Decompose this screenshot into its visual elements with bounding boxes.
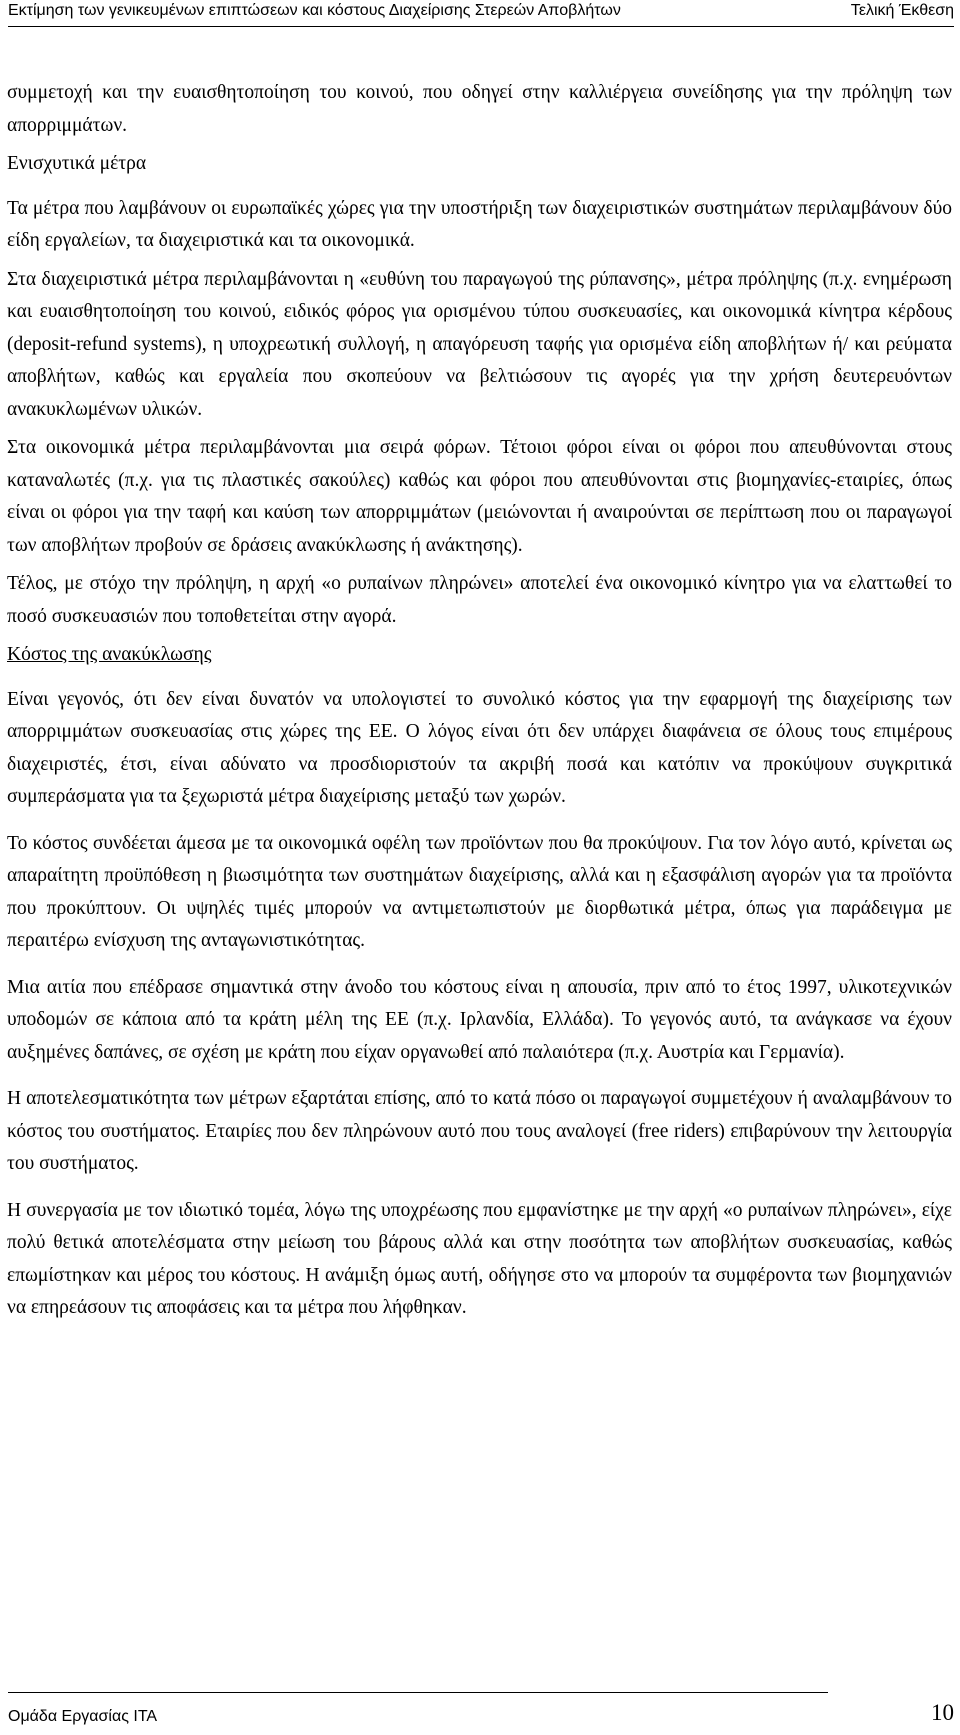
paragraph: Η αποτελεσματικότητα των μέτρων εξαρτάται επίσης, από το κατά πόσο οι παραγωγοί συμμετέχουν ή αναλαμβάνουν το κόστος του συστήματος. Εταιρίες που δεν πληρώνουν αυτό που τους αναλογεί (free riders) επιβαρύνουν την λειτουργία του συστήματος. bbox=[7, 1088, 952, 1174]
page-header bbox=[8, 0, 954, 27]
team-name: Ομάδα Εργασίας ΙΤΑ bbox=[8, 1708, 158, 1725]
paragraph: Τα μέτρα που λαμβάνουν οι ευρωπαϊκές χώρες για την υποστήριξη των διαχειριστικών συστημάτων περιλαμβάνουν δύο είδη εργαλείων, τα διαχειριστικά και τα οικονομικά. bbox=[7, 197, 952, 251]
footer-divider bbox=[8, 1692, 828, 1693]
section-heading-reinforcing-measures: Ενισχυτικά μέτρα bbox=[7, 153, 147, 174]
paragraph: Στα διαχειριστικά μέτρα περιλαμβάνονται η «ευθύνη του παραγωγού της ρύπανσης», μέτρα πρόληψης (π.χ. ενημέρωση και ευαισθητοποίηση του κοινού, ειδικός φόρος για ορισμένου τύπου συσκευασίες, και οικονομικά κίνητρα κέρδους (deposit-refund systems), η υποχρεωτική συλλογή, η απαγόρευση ταφής για ορισμένα είδη αποβλήτων ή/ και ρεύματα αποβλήτων, καθώς και εργαλεία που σκοπεύουν να βελτιώσουν τις αγορές για την χρήση δευτερευόντων ανακυκλωμένων υλικών. bbox=[7, 268, 952, 420]
page-number: 10 bbox=[931, 1700, 954, 1725]
page-body bbox=[7, 77, 952, 1339]
page-footer bbox=[8, 1692, 954, 1732]
report-title: Εκτίμηση των γενικευμένων επιπτώσεων και κόστους Διαχείρισης Στερεών Αποβλήτων bbox=[8, 2, 621, 19]
paragraph: Στα οικονομικά μέτρα περιλαμβάνονται μια σειρά φόρων. Τέτοιοι φόροι είναι οι φόροι που απευθύνονται στους καταναλωτές (π.χ. για τις πλαστικές σακούλες) καθώς και φόροι που απευθύνονται στις βιομηχανίες-εταιρίες, όπως είναι οι φόροι για την ταφή και καύση των απορριμμάτων (μειώνονται ή αναιρούνται σε περίπτωση που οι παραγωγοί των αποβλήτων προβούν σε δράσεις ανακύκλωσης ή ανάκτησης). bbox=[7, 437, 952, 556]
paragraph: Είναι γεγονός, ότι δεν είναι δυνατόν να υπολογιστεί το συνολικό κόστος για την εφαρμογή της διαχείρισης των απορριμμάτων συσκευασίας στις χώρες της ΕΕ. Ο λόγος είναι ότι δεν υπάρχει διαφάνεια σε όλους τους επιμέρους διαχειριστές, έτσι, είναι αδύνατο να προσδιοριστούν τα ακριβή ποσά και κατόπιν να προκύψουν συγκριτικά συμπεράσματα για τα ξεχωριστά μέτρα διαχείρισης μεταξύ των χωρών. bbox=[7, 688, 952, 807]
paragraph: Μια αιτία που επέδρασε σημαντικά στην άνοδο του κόστους είναι η απουσία, πριν από το έτος 1997, υλικοτεχνικών υποδομών σε κάποια από τα κράτη μέλη της ΕΕ (π.χ. Ιρλανδία, Ελλάδα). Το γεγονός αυτό, τα ανάγκασε να έχουν αυξημένες δαπάνες, σε σχέση με κράτη που είχαν οργανωθεί από παλαιότερα (π.χ. Αυστρία και Γερμανία). bbox=[7, 976, 952, 1063]
paragraph: Η συνεργασία με τον ιδιωτικό τομέα, λόγω της υποχρέωσης που εμφανίστηκε με την αρχή «ο ρυπαίνων πληρώνει», είχε πολύ θετικά αποτελέσματα στην μείωση του βάρους αλλά και στην ποσότητα των αποβλήτων συσκευασίας, καθώς επωμίστηκαν και μέρος του κόστους. Η ανάμιξη όμως αυτή, οδήγησε στο να μπορούν τα συμφέροντα των βιομηχανιών να επηρεάσουν τις αποφάσεις και τα μέτρα που λήφθηκαν. bbox=[7, 1199, 952, 1318]
section-heading-recycling-cost: Κόστος της ανακύκλωσης bbox=[7, 644, 212, 665]
paragraph: Τέλος, με στόχο την πρόληψη, η αρχή «ο ρυπαίνων πληρώνει» αποτελεί ένα οικονομικό κίνητρο για να ελαττωθεί το ποσό συσκευασιών που τοποθετείται στην αγορά. bbox=[7, 573, 952, 627]
report-type: Τελική Έκθεση bbox=[850, 2, 954, 19]
paragraph: Το κόστος συνδέεται άμεσα με τα οικονομικά οφέλη των προϊόντων που θα προκύψουν. Για τον λόγο αυτό, κρίνεται ως απαραίτητη προϋπόθεση η βιωσιμότητα των συστημάτων διαχείρισης, αλλά και η εξασφάλιση αγορών για τα προϊόντα που προκύπτουν. Οι υψηλές τιμές μπορούν να αντιμετωπιστούν με διορθωτικά μέτρα, όπως για παράδειγμα με περαιτέρω ενίσχυση της ανταγωνιστικότητας. bbox=[7, 832, 952, 951]
paragraph: συμμετοχή και την ευαισθητοποίηση του κοινού, που οδηγεί στην καλλιέργεια συνείδησης για την πρόληψη των απορριμμάτων. bbox=[7, 82, 952, 136]
